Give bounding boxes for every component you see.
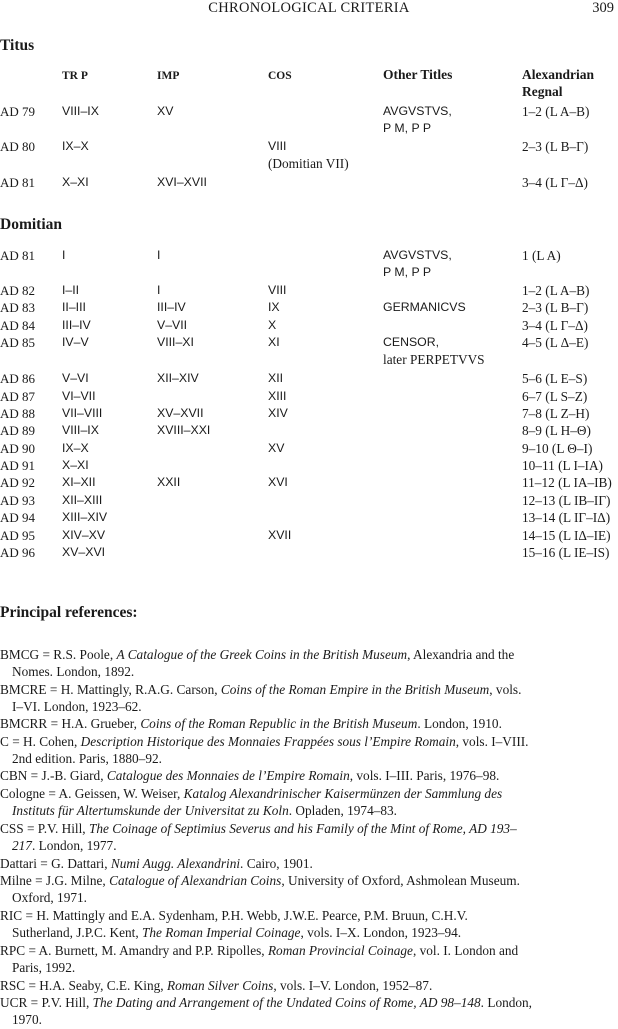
reference-title: Description Historique des Monnaies Frappées sous l’Empire Romain bbox=[80, 734, 456, 749]
reference-text: . London, bbox=[480, 995, 533, 1010]
reference-line bbox=[0, 767, 618, 784]
imp-cell: III–IV bbox=[157, 300, 186, 314]
reference-continuation bbox=[0, 1011, 618, 1028]
alexandrian-regnal-cell: 14–15 (L IΔ–IE) bbox=[522, 528, 611, 543]
reference-continuation bbox=[0, 924, 618, 941]
reference-continuation bbox=[0, 698, 618, 715]
alexandrian-regnal-cell: 1–2 (L A–B) bbox=[522, 104, 590, 119]
reference-line bbox=[0, 715, 618, 732]
reference-entry bbox=[0, 907, 618, 941]
alexandrian-regnal-cell: 9–10 (L Θ–I) bbox=[522, 441, 593, 456]
reference-line bbox=[0, 646, 618, 663]
reference-text: I–VI. London, 1923–62. bbox=[12, 699, 142, 714]
page-number: 309 bbox=[592, 0, 614, 16]
reference-title: Numi Augg. Alexandrini bbox=[110, 856, 241, 871]
cos-cell: XI bbox=[268, 335, 280, 349]
imp-cell: XXII bbox=[157, 475, 181, 489]
cos-cell: XVII bbox=[268, 528, 292, 542]
reference-text: , vols. I–V. London, 1952–87. bbox=[273, 978, 433, 993]
imp-cell: XV–XVII bbox=[157, 406, 204, 420]
reference-title: Catalogue of Alexandrian Coins bbox=[109, 873, 282, 888]
year-cell: AD 93 bbox=[0, 493, 36, 508]
reference-title: Katalog Alexandrinischer Kaisermünzen der Sammlung des bbox=[183, 786, 503, 801]
year-cell: AD 88 bbox=[0, 406, 36, 421]
reference-text: Nomes. London, 1892. bbox=[12, 664, 135, 679]
cos-cell: XIV bbox=[268, 406, 288, 420]
cos-cell: XV bbox=[268, 441, 285, 455]
other-titles-cont-cell: later PERPETVVS bbox=[383, 352, 485, 367]
references-title: Principal references: bbox=[0, 604, 138, 621]
alexandrian-regnal-cell: 6–7 (L S–Z) bbox=[522, 389, 588, 404]
other-titles-cell: CENSOR, bbox=[383, 335, 440, 349]
reference-text: , Alexandria and the bbox=[407, 647, 515, 662]
trp-cell: I–II bbox=[62, 283, 80, 297]
year-cell: AD 81 bbox=[0, 175, 36, 190]
reference-text: . Opladen, 1974–83. bbox=[288, 803, 397, 818]
trp-cell: VIII–IX bbox=[62, 423, 99, 437]
year-cell: AD 96 bbox=[0, 545, 36, 560]
reference-title: Coins of the Roman Republic in the British Museum bbox=[140, 716, 418, 731]
imp-cell: XVI–XVII bbox=[157, 175, 207, 189]
reference-entry bbox=[0, 733, 618, 767]
reference-text: BMCRE = H. Mattingly, R.A.G. Carson, bbox=[0, 682, 221, 697]
reference-entry bbox=[0, 681, 618, 715]
trp-cell: I bbox=[62, 248, 66, 262]
cos-cell: XVI bbox=[268, 475, 288, 489]
reference-text: CBN = J.-B. Giard, bbox=[0, 768, 107, 783]
col-header-other-titles: Other Titles bbox=[383, 67, 453, 82]
reference-text: RIC = H. Mattingly and E.A. Sydenham, P.H. Webb, J.W.E. Pearce, P.M. Bruun, C.H.V. bbox=[0, 908, 468, 923]
reference-entry bbox=[0, 820, 618, 854]
trp-cell: II–III bbox=[62, 300, 86, 314]
trp-cell: V–VI bbox=[62, 371, 89, 385]
reference-text: 1970. bbox=[12, 1012, 42, 1027]
running-title: CHRONOLOGICAL CRITERIA bbox=[208, 0, 410, 16]
trp-cell: X–XI bbox=[62, 175, 89, 189]
year-cell: AD 79 bbox=[0, 104, 36, 119]
reference-continuation bbox=[0, 750, 618, 767]
imp-cell: V–VII bbox=[157, 318, 188, 332]
cos-cell: XII bbox=[268, 371, 284, 385]
year-cell: AD 84 bbox=[0, 318, 36, 333]
alexandrian-regnal-cell: 12–13 (L IB–IΓ) bbox=[522, 493, 611, 508]
alexandrian-regnal-cell: 2–3 (L B–Γ) bbox=[522, 139, 589, 154]
alexandrian-regnal-cell: 5–6 (L E–S) bbox=[522, 371, 588, 386]
reference-text: 2nd edition. Paris, 1880–92. bbox=[12, 751, 162, 766]
year-cell: AD 82 bbox=[0, 283, 36, 298]
reference-continuation bbox=[0, 663, 618, 680]
imp-cell: XII–XIV bbox=[157, 371, 199, 385]
reference-line bbox=[0, 977, 618, 994]
reference-entry bbox=[0, 767, 618, 784]
reference-title: 217 bbox=[12, 838, 32, 853]
year-cell: AD 95 bbox=[0, 528, 36, 543]
cos-cell: XIII bbox=[268, 389, 287, 403]
reference-text: , vols. I–III. Paris, 1976–98. bbox=[349, 768, 500, 783]
alexandrian-regnal-cell: 11–12 (L IA–IB) bbox=[522, 475, 612, 490]
alexandrian-regnal-cell: 13–14 (L IΓ–IΔ) bbox=[522, 510, 611, 525]
trp-cell: XI–XII bbox=[62, 475, 96, 489]
reference-line bbox=[0, 942, 618, 959]
reference-text: . London, 1910. bbox=[417, 716, 502, 731]
reference-line bbox=[0, 907, 618, 924]
reference-text: Milne = J.G. Milne, bbox=[0, 873, 110, 888]
year-cell: AD 90 bbox=[0, 441, 36, 456]
alexandrian-regnal-cell: 3–4 (L Γ–Δ) bbox=[522, 318, 588, 333]
imp-cell: XV bbox=[157, 104, 174, 118]
col-header-cos: COS bbox=[268, 70, 292, 82]
trp-cell: XIV–XV bbox=[62, 528, 106, 542]
year-cell: AD 89 bbox=[0, 423, 36, 438]
alexandrian-regnal-cell: 2–3 (L B–Γ) bbox=[522, 300, 589, 315]
reference-title: A Catalogue of the Greek Coins in the British Museum bbox=[116, 647, 408, 662]
alexandrian-regnal-cell: 1 (L A) bbox=[522, 248, 561, 263]
year-cell: AD 80 bbox=[0, 139, 36, 154]
reference-entry bbox=[0, 872, 618, 906]
cos-cell: X bbox=[268, 318, 277, 332]
cos-cell: IX bbox=[268, 300, 280, 314]
reference-text: , vols. I–VIII. bbox=[455, 734, 529, 749]
reference-text: BMCG = R.S. Poole, bbox=[0, 647, 117, 662]
cos-cell: VIII bbox=[268, 139, 287, 153]
reference-line bbox=[0, 855, 618, 872]
trp-cell: VII–VIII bbox=[62, 406, 103, 420]
reference-continuation bbox=[0, 889, 618, 906]
col-header-regnal: Regnal bbox=[522, 84, 563, 99]
trp-cell: XV–XVI bbox=[62, 545, 106, 559]
reference-entry bbox=[0, 646, 618, 680]
alexandrian-regnal-cell: 7–8 (L Z–H) bbox=[522, 406, 590, 421]
reference-text: Sutherland, J.P.C. Kent, bbox=[12, 925, 143, 940]
year-cell: AD 87 bbox=[0, 389, 36, 404]
reference-text: . London, 1977. bbox=[31, 838, 117, 853]
reference-title: Coins of the Roman Empire in the British Museum bbox=[220, 682, 490, 697]
alexandrian-regnal-cell: 1–2 (L A–B) bbox=[522, 283, 590, 298]
trp-cell: IX–X bbox=[62, 441, 89, 455]
reference-title: Roman Provincial Coinage bbox=[267, 943, 413, 958]
reference-text: RPC = A. Burnett, M. Amandry and P.P. Ripolles, bbox=[0, 943, 268, 958]
cos-note-cell: (Domitian VII) bbox=[268, 156, 349, 171]
reference-text: CSS = P.V. Hill, bbox=[0, 821, 89, 836]
reference-text: Paris, 1992. bbox=[12, 960, 76, 975]
reference-title: The Dating and Arrangement of the Undated Coins of Rome, AD 98–148 bbox=[92, 995, 481, 1010]
reference-text: RSC = H.A. Seaby, C.E. King, bbox=[0, 978, 167, 993]
col-header-imp: IMP bbox=[157, 70, 180, 82]
reference-entry bbox=[0, 715, 618, 732]
reference-line bbox=[0, 872, 618, 889]
reference-text: UCR = P.V. Hill, bbox=[0, 995, 93, 1010]
alexandrian-regnal-cell: 3–4 (L Γ–Δ) bbox=[522, 175, 588, 190]
reference-text: , vols. I–X. London, 1923–94. bbox=[300, 925, 462, 940]
reference-continuation bbox=[0, 802, 618, 819]
year-cell: AD 94 bbox=[0, 510, 36, 525]
trp-cell: X–XI bbox=[62, 458, 89, 472]
reference-text: Dattari = G. Dattari, bbox=[0, 856, 111, 871]
reference-continuation bbox=[0, 837, 618, 854]
trp-cell: IV–V bbox=[62, 335, 89, 349]
reference-entry bbox=[0, 785, 618, 819]
reference-text: . Cairo, 1901. bbox=[240, 856, 313, 871]
section-title-titus: Titus bbox=[0, 37, 35, 54]
reference-line bbox=[0, 733, 618, 750]
reference-title: Instituts für Altertumskunde der Universitat zu Koln bbox=[12, 803, 289, 818]
reference-text: Cologne = A. Geissen, W. Weiser, bbox=[0, 786, 184, 801]
reference-entry bbox=[0, 977, 618, 994]
alexandrian-regnal-cell: 8–9 (L H–Θ) bbox=[522, 423, 591, 438]
other-titles-cell: GERMANICVS bbox=[383, 300, 466, 314]
imp-cell: VIII–XI bbox=[157, 335, 194, 349]
reference-text: , University of Oxford, Ashmolean Museum. bbox=[281, 873, 520, 888]
trp-cell: III–IV bbox=[62, 318, 91, 332]
reference-text: , vol. I. London and bbox=[412, 943, 519, 958]
imp-cell: I bbox=[157, 283, 161, 297]
reference-entry bbox=[0, 994, 618, 1028]
year-cell: AD 86 bbox=[0, 371, 36, 386]
section-title-domitian: Domitian bbox=[0, 216, 62, 233]
other-titles-cell: AVGVSTVS, bbox=[383, 104, 452, 118]
alexandrian-regnal-cell: 4–5 (L Δ–E) bbox=[522, 335, 589, 350]
reference-entry bbox=[0, 942, 618, 976]
imp-cell: I bbox=[157, 248, 161, 262]
reference-line bbox=[0, 994, 618, 1011]
col-header-trp: TR P bbox=[62, 70, 88, 82]
reference-title: Catalogue des Monnaies de l’Empire Romain bbox=[106, 768, 350, 783]
other-titles-cell: AVGVSTVS, bbox=[383, 248, 452, 262]
trp-cell: VI–VII bbox=[62, 389, 96, 403]
reference-line bbox=[0, 820, 618, 837]
running-head bbox=[0, 0, 618, 18]
year-cell: AD 92 bbox=[0, 475, 36, 490]
year-cell: AD 83 bbox=[0, 300, 36, 315]
alexandrian-regnal-cell: 10–11 (L I–IA) bbox=[522, 458, 603, 473]
year-cell: AD 81 bbox=[0, 248, 36, 263]
reference-text: , vols. bbox=[489, 682, 522, 697]
other-titles-cont-cell: P M, P P bbox=[383, 121, 432, 135]
year-cell: AD 91 bbox=[0, 458, 36, 473]
reference-line bbox=[0, 681, 618, 698]
reference-continuation bbox=[0, 959, 618, 976]
trp-cell: VIII–IX bbox=[62, 104, 99, 118]
year-cell: AD 85 bbox=[0, 335, 36, 350]
reference-text: C = H. Cohen, bbox=[0, 734, 81, 749]
imp-cell: XVIII–XXI bbox=[157, 423, 211, 437]
reference-title: The Roman Imperial Coinage bbox=[142, 925, 301, 940]
other-titles-cont-cell: P M, P P bbox=[383, 265, 432, 279]
trp-cell: IX–X bbox=[62, 139, 89, 153]
cos-cell: VIII bbox=[268, 283, 287, 297]
reference-title: Roman Silver Coins bbox=[166, 978, 274, 993]
trp-cell: XII–XIII bbox=[62, 493, 103, 507]
alexandrian-regnal-cell: 15–16 (L IE–IS) bbox=[522, 545, 610, 560]
trp-cell: XIII–XIV bbox=[62, 510, 108, 524]
reference-text: BMCRR = H.A. Grueber, bbox=[0, 716, 141, 731]
col-header-alexandrian: Alexandrian bbox=[522, 67, 595, 82]
reference-title: The Coinage of Septimius Severus and his Family of the Mint of Rome, AD 193– bbox=[88, 821, 517, 836]
reference-line bbox=[0, 785, 618, 802]
reference-entry bbox=[0, 855, 618, 872]
reference-text: Oxford, 1971. bbox=[12, 890, 87, 905]
